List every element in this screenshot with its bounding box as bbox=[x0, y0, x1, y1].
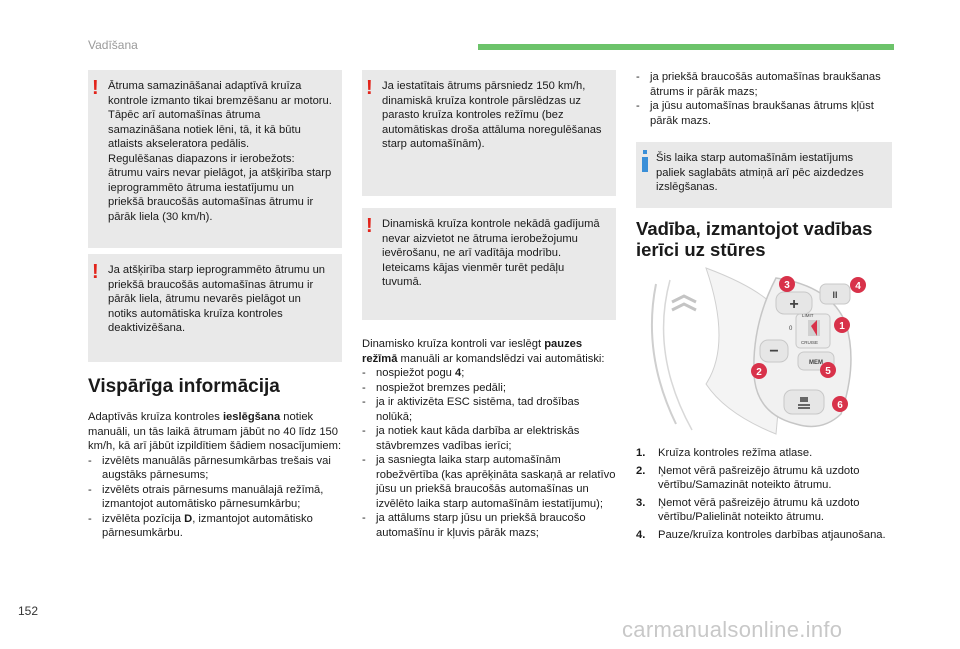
list-item: - ja jūsu automašīnas braukšanas ātrums kļūst pārāk mazs. bbox=[636, 100, 874, 127]
warning-text: Ātruma samazināšanai adaptīvā kruīza kontrole izmanto tikai bremzēšanu ar motoru. Tāpēc arī automašīnas ātruma samazināšana notiek lēni, tā, it kā būtu atlaists akseleratora pedālis. Regulēšanas diapazons ir ierobežots: ātrumu vairs nevar pielāgot, ja atšķirība starp ieprogrammēto ātruma iestatījumu un priekšā braucošās automašīnas ātrumu ir pārāk liela (30 km/h). bbox=[108, 80, 332, 223]
callout-4 bbox=[850, 277, 866, 293]
warning-text: Ja atšķirība starp ieprogrammēto ātrumu un priekšā braucošās automašīnas ātrumu ir pārāk liela, ātrumu nevarēs pielāgot un notiks automātiska kruīza kontroles deaktivizēšana. bbox=[108, 264, 326, 334]
warning-icon: ! bbox=[366, 215, 373, 237]
list-item: - izvēlēts otrais pārnesums manuālajā režīmā, izmantojot automātisko pārnesumkārbu; bbox=[88, 483, 324, 510]
warning-text: Dinamiskā kruīza kontrole nekādā gadījumā nevar aizvietot ne ātruma ierobežojumu ievērošanu, ne arī vadītāja modrību. Ieteicams kājas vienmēr turēt pedāļu tuvumā. bbox=[382, 218, 600, 288]
list-item: - nospiežot pogu 4; bbox=[362, 367, 465, 379]
section-title: Vadīšana bbox=[88, 38, 138, 52]
heading-general-info: Vispārīga informācija bbox=[88, 376, 280, 397]
svg-text:4: 4 bbox=[855, 281, 861, 292]
paragraph: Adaptīvās kruīza kontroles ieslēgšana notiek manuāli, un tās laikā ātrumam jābūt no 40 līdz 150 km/h, kā arī jābūt izpildītiem šādiem nosacījumiem: bbox=[88, 411, 342, 452]
list-item: - izvēlēta pozīcija D, izmantojot automātisko pārnesumkārbu. bbox=[88, 512, 313, 539]
svg-text:CRUISE: CRUISE bbox=[801, 340, 819, 345]
callout-5 bbox=[820, 362, 836, 378]
callout-1 bbox=[834, 317, 850, 333]
warning-icon: ! bbox=[92, 77, 99, 99]
control-legend bbox=[636, 446, 892, 545]
list-item: - ja notiek kaut kāda darbība ar elektriskās stāvbremzes vadības ierīci; bbox=[362, 425, 580, 452]
svg-text:3: 3 bbox=[784, 280, 790, 291]
svg-text:+: + bbox=[789, 296, 799, 313]
svg-text:0: 0 bbox=[789, 326, 793, 332]
speed-decrease-button[interactable] bbox=[760, 340, 788, 362]
warning-icon: ! bbox=[366, 77, 373, 99]
legend-item: 3. Ņemot vērā pašreizējo ātrumu kā uzdoto vērtību/Palielināt noteikto ātrumu. bbox=[636, 496, 860, 523]
svg-text:LIMIT: LIMIT bbox=[802, 313, 814, 318]
section-accent-bar bbox=[478, 44, 894, 50]
info-note-memory bbox=[636, 142, 892, 208]
warning-text: Ja iestatītais ātrums pārsniedz 150 km/h, dinamiskā kruīza kontrole pārslēdzas uz parasto kruīza kontroles režīmu (bez automātiskas droša attāluma noregulēšanas starp automašīnām). bbox=[382, 80, 602, 150]
continued-list bbox=[636, 70, 892, 128]
info-icon bbox=[642, 150, 648, 172]
warning-note-engine-braking bbox=[88, 70, 342, 248]
paragraph: Dinamisko kruīza kontroli var ieslēgt pauzes režīmā manuāli ar komandslēdzi vai automātiski: bbox=[362, 338, 605, 365]
svg-text:1: 1 bbox=[839, 321, 845, 332]
callout-3 bbox=[779, 276, 795, 292]
list-item: - ja priekšā braucošās automašīnas braukšanas ātrums ir pārāk mazs; bbox=[636, 71, 881, 98]
steering-wheel-controls-diagram bbox=[636, 264, 892, 436]
svg-text:II: II bbox=[832, 290, 838, 300]
distance-setting-button[interactable] bbox=[784, 390, 824, 414]
speed-increase-button[interactable] bbox=[776, 292, 812, 314]
list-item: - ja sasniegta laika starp automašīnām robežvērtība (kas aprēķināta saskaņā ar relatīvo jūsu un priekšā braucošās automašīnas un izvēlēto laika starp automašīnām iestatījumu); bbox=[362, 454, 616, 510]
pause-mode-body bbox=[362, 337, 618, 540]
svg-text:5: 5 bbox=[825, 366, 831, 377]
warning-note-deactivation bbox=[88, 254, 342, 362]
info-text: Šis laika starp automašīnām iestatījums paliek saglabāts atmiņā arī pēc aizdedzes izslēgšanas. bbox=[656, 152, 864, 193]
list-item: - nospiežot bremzes pedāli; bbox=[362, 381, 506, 394]
legend-item: 4. Pauze/kruīza kontroles darbības atjaunošana. bbox=[636, 528, 886, 541]
svg-text:6: 6 bbox=[837, 400, 843, 411]
warning-note-speed-limit bbox=[362, 70, 616, 196]
svg-text:−: − bbox=[769, 343, 779, 360]
warning-note-driver-attention bbox=[362, 208, 616, 320]
list-item: - ja ir aktivizēta ESC sistēma, tad drošības nolūkā; bbox=[362, 396, 580, 423]
list-item: - ja attālums starp jūsu un priekšā braucošo automašīnu ir kļuvis pārāk mazs; bbox=[362, 512, 586, 539]
svg-text:2: 2 bbox=[756, 367, 762, 378]
callout-6 bbox=[832, 396, 848, 412]
warning-icon: ! bbox=[92, 261, 99, 283]
general-info-body bbox=[88, 410, 346, 541]
legend-item: 1. Kruīza kontroles režīma atlase. bbox=[636, 447, 813, 459]
pause-resume-button[interactable] bbox=[820, 284, 850, 304]
legend-item: 2. Ņemot vērā pašreizējo ātrumu kā uzdoto vērtību/Samazināt noteikto ātrumu. bbox=[636, 464, 860, 491]
page-number: 152 bbox=[18, 604, 39, 618]
watermark: carmanualsonline.info bbox=[622, 617, 843, 642]
callout-2 bbox=[751, 363, 767, 379]
svg-text:MEM: MEM bbox=[809, 360, 823, 366]
heading-steering-control: Vadība, izmantojot vadības ierīci uz stūres bbox=[636, 218, 873, 260]
list-item: - izvēlēts manuālās pārnesumkārbas trešais vai augstāks pārnesums; bbox=[88, 454, 331, 481]
